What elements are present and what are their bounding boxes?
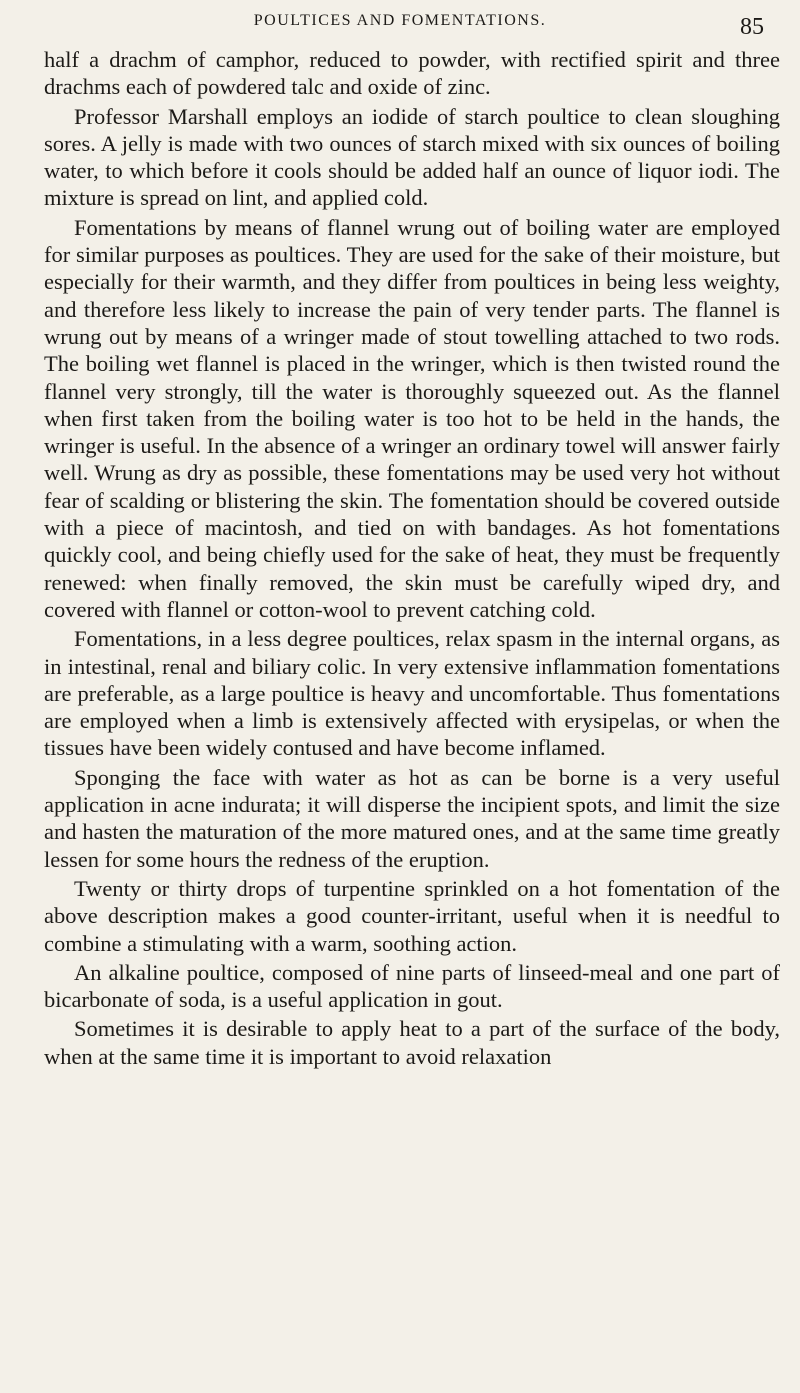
body-text <box>44 46 780 1070</box>
paragraph-flannel-fomentations: Fomentations by means of flannel wrung out of boiling water are employed for similar purposes as poultices. They are used for the sake of their moisture, but especially for their warmth, and they differ from poultices in being less weighty, and therefore less likely to increase the pain of very tender parts. The flannel is wrung out by means of a wringer made of stout towelling attached to two rods. The boiling wet flannel is placed in the wringer, which is then twisted round the flannel very strongly, till the water is thoroughly squeezed out. As the flannel when first taken from the boiling water is too hot to be held in the hands, the wringer is useful. In the absence of a wringer an ordinary towel will answer fairly well. Wrung as dry as possible, these fomentations may be used very hot without fear of scalding or blistering the skin. The fomentation should be covered outside with a piece of macintosh, and tied on with bandages. As hot fomentations quickly cool, and being chiefly used for the sake of heat, they must be frequently renewed: when finally removed, the skin must be carefully wiped dry, and covered with flannel or cotton-wool to prevent catching cold. <box>44 214 780 622</box>
paragraph-turpentine: Twenty or thirty drops of turpentine sprinkled on a hot fomentation of the above description makes a good counter-irritant, useful when it is needful to combine a stimulating with a warm, soothing action. <box>44 875 780 956</box>
paragraph-fomentations-spasm: Fomentations, in a less degree poultices, relax spasm in the internal organs, as in intestinal, renal and biliary colic. In very extensive inflammation fomentations are preferable, as a large poultice is heavy and uncomfortable. Thus fomentations are employed when a limb is extensively affected with erysipelas, or when the tissues have been widely contused and have become inflamed. <box>44 626 780 761</box>
paragraph-sponging-face: Sponging the face with water as hot as can be borne is a very useful application in acne indurata; it will disperse the incipient spots, and limit the size and hasten the maturation of the more matured ones, and at the same time greatly lessen for some hours the redness of the eruption. <box>44 764 780 872</box>
paragraph-camphor-powder: half a drachm of camphor, reduced to powder, with rectified spirit and three drachms each of powdered talc and oxide of zinc. <box>44 47 780 100</box>
paragraph-iodide-starch-poultice: Professor Marshall employs an iodide of starch poultice to clean sloughing sores. A jelly is made with two ounces of starch mixed with six ounces of boiling water, to which before it cools should be added half an ounce of liquor iodi. The mixture is spread on lint, and applied cold. <box>44 103 780 211</box>
paragraph-alkaline-poultice: An alkaline poultice, composed of nine parts of linseed-meal and one part of bicarbonate of soda, is a useful application in gout. <box>44 959 780 1013</box>
paragraph-heat-application: Sometimes it is desirable to apply heat to a part of the surface of the body, when at the same time it is important to avoid relaxation <box>44 1016 780 1069</box>
running-title: POULTICES AND FOMENTATIONS. <box>253 12 547 29</box>
page-number: 85 <box>740 14 764 40</box>
